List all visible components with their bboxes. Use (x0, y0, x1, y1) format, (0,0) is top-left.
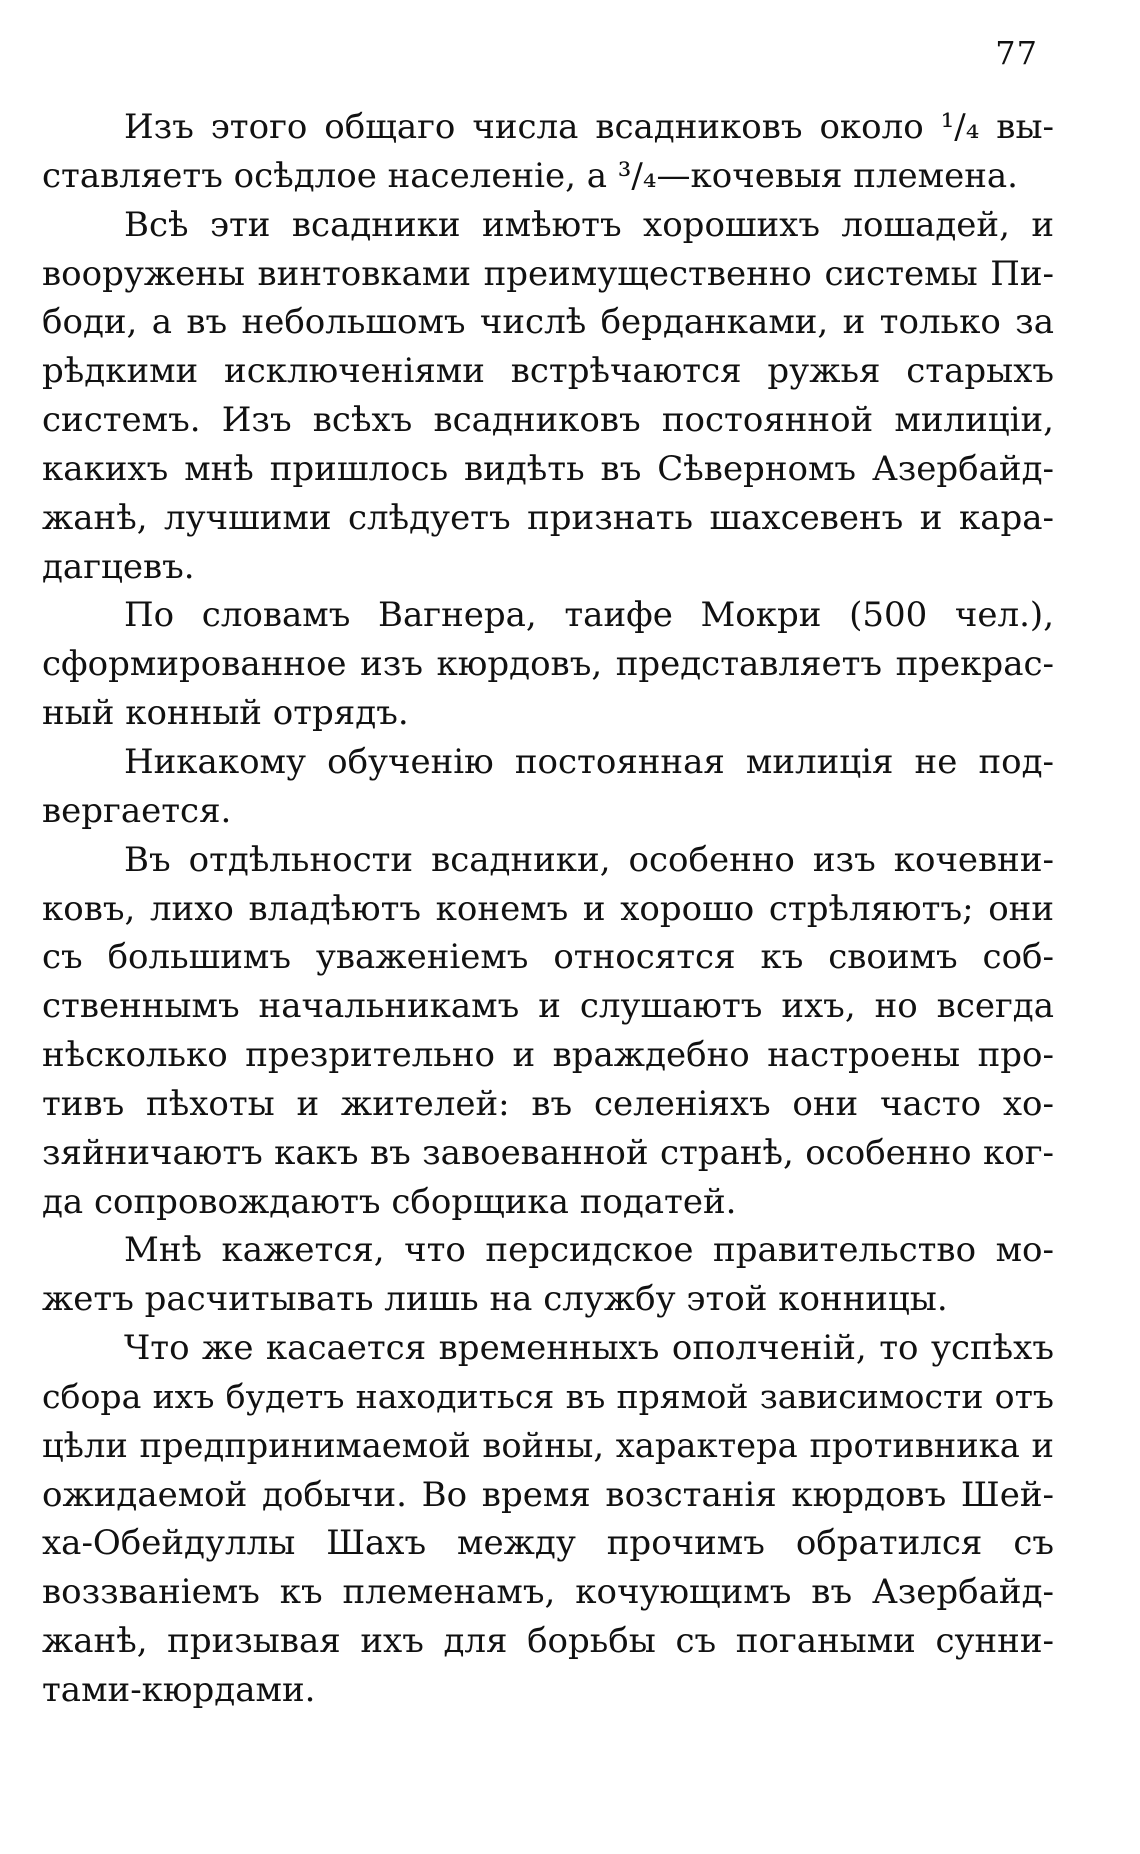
text-line: Никакому обученію постоянная милиція не под- (124, 741, 1054, 782)
text-line: По словамъ Вагнера, таифе Мокри (500 чел.), (124, 595, 1054, 636)
paragraph-2 (42, 201, 1054, 592)
text-line: жетъ расчитывать лишь на службу этой конницы. (42, 1279, 948, 1320)
text-line: вергается. (42, 790, 232, 831)
text-line: ный конный отрядъ. (42, 693, 409, 734)
text-line: системъ. Изъ всѣхъ всадниковъ постоянной милиціи, (42, 400, 1054, 441)
paragraph-7 (42, 1324, 1054, 1715)
text-line: Мнѣ кажется, что персидское правительство мо- (124, 1230, 1054, 1271)
text-line: сформированное изъ кюрдовъ, представляетъ прекрас- (42, 644, 1054, 685)
paragraph-1 (42, 103, 1054, 201)
text-line: тами-кюрдами. (42, 1670, 316, 1710)
page-number: 77 (995, 34, 1038, 72)
text-line: Въ отдѣльности всадники, особенно изъ кочевни- (124, 839, 1054, 880)
text-line: Всѣ эти всадники имѣютъ хорошихъ лошадей, и (124, 204, 1054, 245)
text-line: ковъ, лихо владѣютъ конемъ и хорошо стрѣляютъ; они (42, 888, 1054, 929)
text-line: тивъ пѣхоты и жителей: въ селеніяхъ они часто хо- (42, 1083, 1054, 1124)
text-line: ставляетъ осѣдлое населеніе, а ³/₄—кочевыя племена. (42, 155, 1018, 196)
paragraph-5 (42, 836, 1054, 1227)
paragraph-6 (42, 1226, 1054, 1324)
text-line: зяйничаютъ какъ въ завоеванной странѣ, особенно ког- (42, 1132, 1054, 1173)
text-line: нѣсколько презрительно и враждебно настроены про- (42, 1035, 1054, 1076)
text-line: рѣдкими исключеніями встрѣчаются ружья старыхъ (42, 351, 1054, 392)
text-line: съ большимъ уваженіемъ относятся къ своимъ соб- (42, 937, 1054, 978)
text-line: ственнымъ начальникамъ и слушаютъ ихъ, но всегда (42, 986, 1054, 1027)
text-line: воззваніемъ къ племенамъ, кочующимъ въ Азербайд- (42, 1572, 1054, 1613)
text-line: дагцевъ. (42, 546, 195, 587)
text-line: вооружены винтовками преимущественно системы Пи- (42, 253, 1054, 294)
paragraph-4 (42, 738, 1054, 836)
text-line: боди, а въ небольшомъ числѣ берданками, и только за (42, 302, 1054, 343)
text-line: сбора ихъ будетъ находиться въ прямой зависимости отъ (42, 1376, 1054, 1416)
text-line: ожидаемой добычи. Во время возстанія кюрдовъ Шей- (42, 1474, 1054, 1515)
text-line: жанѣ, лучшими слѣдуетъ признать шахсевенъ и кара- (42, 497, 1054, 538)
text-line: Что же касается временныхъ ополченій, то успѣхъ (124, 1328, 1054, 1369)
body-text (42, 103, 1054, 1715)
paragraph-3 (42, 591, 1054, 738)
text-line: ха-Обейдуллы Шахъ между прочимъ обратился съ (42, 1523, 1054, 1564)
text-line: какихъ мнѣ пришлось видѣть въ Сѣверномъ Азербайд- (42, 448, 1054, 489)
text-line: цѣли предпринимаемой войны, характера противника и (42, 1425, 1054, 1465)
text-line: жанѣ, призывая ихъ для борьбы съ погаными сунни- (42, 1621, 1054, 1662)
text-line: да сопровождаютъ сборщика податей. (42, 1181, 737, 1222)
text-line: Изъ этого общаго числа всадниковъ около ¹/₄ вы- (124, 107, 1054, 147)
